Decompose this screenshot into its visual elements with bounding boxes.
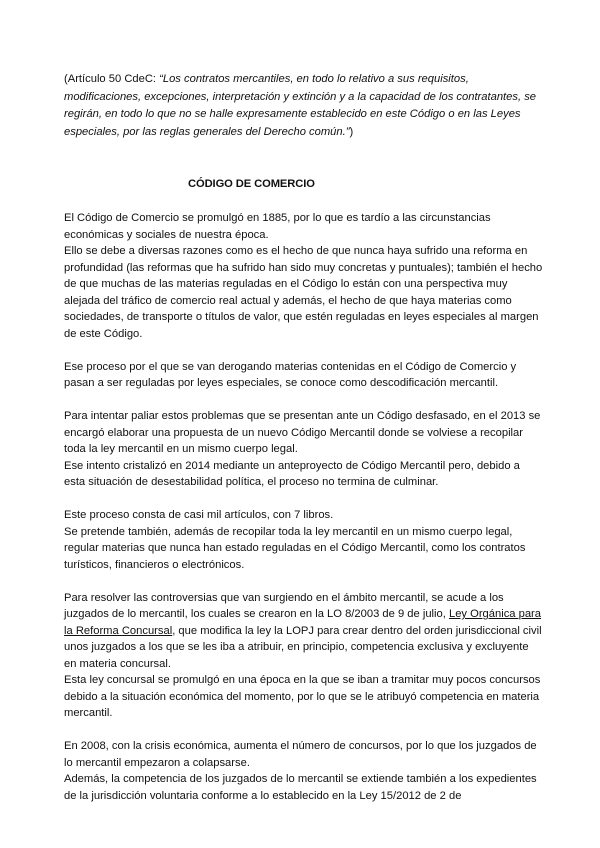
- quote-prefix: (Artículo 50 CdeC:: [64, 73, 160, 85]
- paragraph-text: Para resolver las controversias que van surgiendo en el ámbito mercantil, se acude a los juzgados de lo mercantil, los cuales se crearon en la LO 8/2003 de 9 de julio,: [64, 591, 504, 620]
- paragraph: En 2008, con la crisis económica, aumenta el número de concursos, por lo que los juzgados de lo mercantil empezaron a colapsarse.: [64, 740, 537, 769]
- paragraph: Esta ley concursal se promulgó en una época en la que se iban a tramitar muy pocos concursos debido a la situación económica del momento, por lo que se le atribuyó competencia en materia mercantil.: [64, 674, 541, 719]
- paragraph-text: , que modifica la ley la LOPJ para crear dentro del orden jurisdiccional civil unos juzgados a los que se les iba a atribuir, en principio, competencia exclusiva y excluyente en materia concursal.: [64, 624, 542, 670]
- paragraph-gap: [64, 573, 544, 590]
- paragraph: [64, 590, 544, 673]
- page-title: CÓDIGO DE COMERCIO: [188, 178, 315, 190]
- paragraph: Este proceso consta de casi mil artículos, con 7 libros.: [64, 509, 334, 521]
- paragraph: Ello se debe a diversas razones como es el hecho de que nunca haya sufrido una reforma en profundidad (las reformas que ha sufrido han sido muy concretas y puntuales); también el hecho de que muchas de las materias reguladas en el Código lo están con una perspectiva muy alejada del tráfico de comercio real actual y además, el hecho de que haya materias como sociedades, de transporte o títulos de valor, que estén reguladas en leyes especiales al margen de este Código.: [64, 245, 543, 340]
- paragraph-gap: [64, 491, 544, 508]
- quote-suffix: ): [349, 125, 354, 138]
- quote-text: “Los contratos mercantiles, en todo lo relativo a sus requisitos, modificaciones, excepciones, interpretación y extinción y a la capacidad de los contratantes, se regirán, en todo lo que no se halle expresamente establecido en este Código o en las Leyes especiales, por las reglas generales del Derecho común.”: [64, 73, 537, 138]
- paragraph: Ese proceso por el que se van derogando materias contenidas en el Código de Comercio y pasan a ser reguladas por leyes especiales, se conoce como descodificación mercantil.: [64, 360, 517, 389]
- paragraph: El Código de Comercio se promulgó en 1885, por lo que es tardío a las circunstancias económicas y sociales de nuestra época.: [64, 212, 491, 241]
- paragraph: Ese intento cristalizó en 2014 mediante un anteproyecto de Código Mercantil pero, debido a esta situación de desestabilidad política, el proceso no termina de culminar.: [64, 459, 520, 488]
- paragraph-gap: [64, 342, 544, 359]
- paragraph: Se pretende también, además de recopilar toda la ley mercantil en un mismo cuerpo legal, regular materias que nunca han estado reguladas en el Código Mercantil, como los contratos turísticos, financieros o electrónicos.: [64, 525, 526, 571]
- paragraph-gap: [64, 392, 544, 409]
- paragraph-gap: [64, 722, 544, 739]
- article-quote: [64, 71, 544, 141]
- paragraph: Además, la competencia de los juzgados de lo mercantil se extiende también a los expedientes de la jurisdicción voluntaria conforme a lo establecido en la Ley 15/2012 de 2 de: [64, 773, 537, 802]
- law-reference-link[interactable]: Ley Orgánica para la Reforma Concursal: [64, 608, 542, 637]
- document-body: [64, 210, 544, 804]
- paragraph: Para intentar paliar estos problemas que se presentan ante un Código desfasado, en el 2013 se encargó elaborar una propuesta de un nuevo Código Mercantil donde se volviese a recopilar toda la ley mercantil en un mismo cuerpo legal.: [64, 410, 541, 455]
